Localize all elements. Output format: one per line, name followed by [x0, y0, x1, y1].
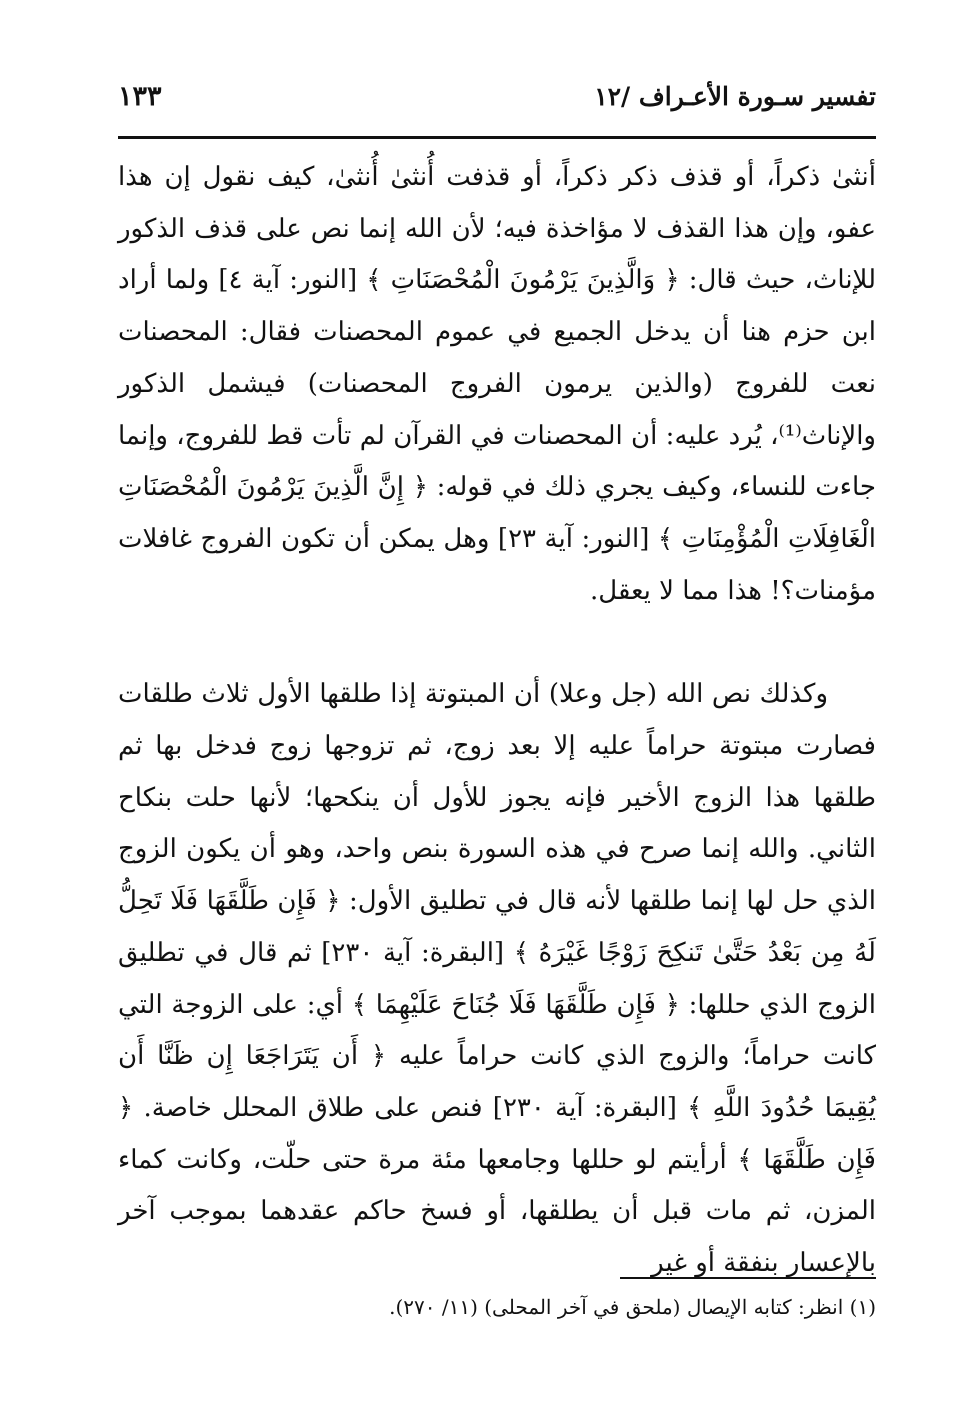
header-divider: [118, 136, 876, 139]
paragraph-2: وكذلك نص الله (جل وعلا) أن المبتوتة إذا طلقها الأول ثلاث طلقات فصارت مبتوتة حراماً عليه إلا بعد زوج، ثم تزوجها زوج فدخل بها ثم طلقها هذا الزوج الأخير فإنه يجوز للأول أن ينكحها؛ لأنها حلت بنكاح الثاني. والله إنما صرح في هذه السورة بنص واحد، وهو أن يكون الزوج الذي حل لها إنما طلقها لأنه قال في تطليق الأول: ﴿ فَإِن طَلَّقَهَا فَلَا تَحِلُّ لَهُ مِن بَعْدُ حَتَّىٰ تَنكِحَ زَوْجًا غَيْرَهُ ﴾ [البقرة: آية ٢٣٠] ثم قال في تطليق الزوج الذي حللها: ﴿ فَإِن طَلَّقَهَا فَلَا جُنَاحَ عَلَيْهِمَا ﴾ أي: على الزوجة التي كانت حراماً؛ والزوج الذي كانت حراماً عليه ﴿ أَن يَتَرَاجَعَا إِن ظَنَّا أَن يُقِيمَا حُدُودَ اللَّهِ ﴾ [البقرة: آية ٢٣٠] فنص على طلاق المحلل خاصة. ﴿ فَإِن طَلَّقَهَا ﴾ أرأيتم لو حللها وجامعها مئة مرة حتى حلّت، وكانت كماء المزن، ثم مات قبل أن يطلقها، أو فسخ حاكم عقدهما بموجب آخر بالإعسار بنفقة أو غير: [118, 679, 876, 1279]
running-header-title: تفسير سـورة الأعـراف /١٢: [594, 82, 876, 111]
body-text: [118, 152, 876, 1290]
running-header: [118, 78, 876, 112]
footnote: (١) انظر: كتابه الإيصال (ملحق في آخر المحلى) (١١/ ٢٧٠).: [389, 1295, 876, 1319]
page-number: ١٣٣: [118, 81, 162, 112]
footnote-divider: [620, 1277, 876, 1279]
paragraph-1: أنثىٰ ذكراً، أو قذف ذكر ذكراً، أو قذفت أُنثىٰ أُنثىٰ، كيف نقول إن هذا عفو، وإن هذا القذف لا مؤاخذة فيه؛ لأن الله إنما نص على قذف الذكور للإناث، حيث قال: ﴿ وَالَّذِينَ يَرْمُونَ الْمُحْصَنَاتِ ﴾ [النور: آية ٤] ولما أراد ابن حزم هنا أن يدخل الجميع في عموم المحصنات فقال: المحصنات نعت للفروج (والذين يرمون الفروج المحصنات) فيشمل الذكور والإناث⁽¹⁾، يُرد عليه: أن المحصنات في القرآن لم تأت قط للفروج، وإنما جاءت للنساء، وكيف يجري ذلك في قوله: ﴿ إِنَّ الَّذِينَ يَرْمُونَ الْمُحْصَنَاتِ الْغَافِلَاتِ الْمُؤْمِنَاتِ ﴾ [النور: آية ٢٣] وهل يمكن أن تكون الفروج غافلات مؤمنات؟! هذا مما لا يعقل.: [118, 162, 876, 606]
